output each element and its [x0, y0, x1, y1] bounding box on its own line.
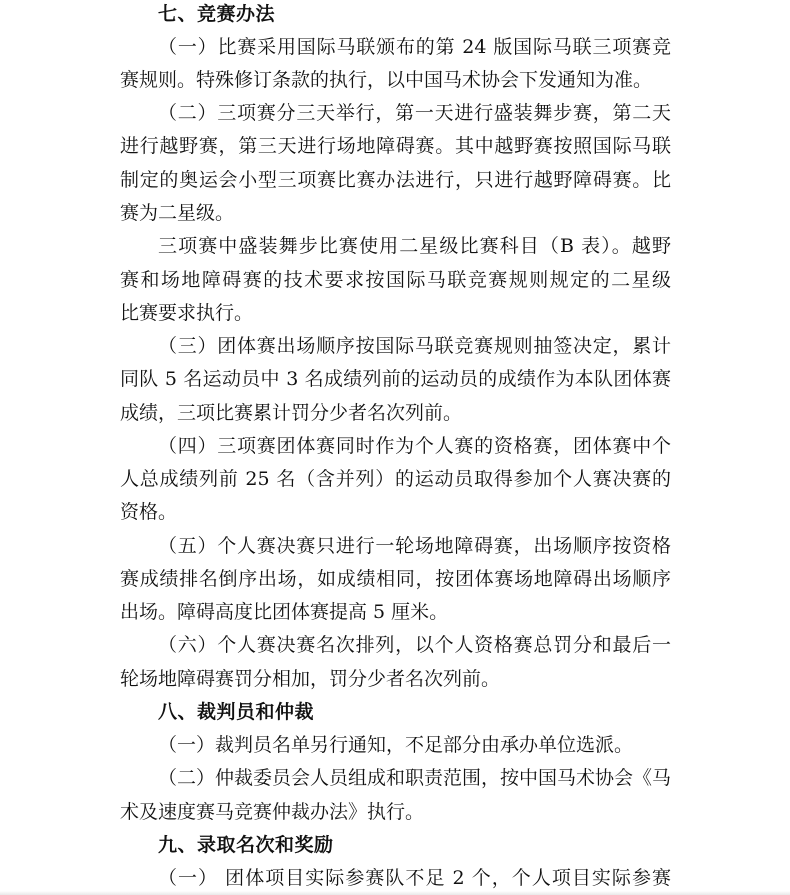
- paragraph-line: 赛和场地障碍赛的技术要求按国际马联竞赛规则规定的二星级: [120, 269, 671, 291]
- paragraph-line: （一） 团体项目实际参赛队不足 2 个，个人项目实际参赛: [158, 867, 671, 889]
- paragraph-line: （二）仲裁委员会人员组成和职责范围，按中国马术协会《马: [158, 767, 672, 789]
- paragraph-line: 人总成绩列前 25 名（含并列）的运动员取得参加个人赛决赛的: [120, 468, 671, 490]
- paragraph-line: 三项赛中盛装舞步比赛使用二星级比赛科目（B 表）。越野: [158, 235, 671, 257]
- paragraph-line: 轮场地障碍赛罚分相加，罚分少者名次列前。: [120, 668, 501, 690]
- paragraph-line: 同队 5 名运动员中 3 名成绩列前的运动员的成绩作为本队团体赛: [120, 368, 671, 390]
- paragraph-line: （五）个人赛决赛只进行一轮场地障碍赛，出场顺序按资格: [158, 535, 671, 557]
- section-heading: 七、竞赛办法: [158, 3, 276, 25]
- section-heading: 九、录取名次和奖励: [158, 834, 334, 856]
- paragraph-line: （二）三项赛分三天举行，第一天进行盛装舞步赛，第二天: [158, 102, 671, 124]
- paragraph-line: 出场。障碍高度比团体赛提高 5 厘米。: [120, 601, 449, 623]
- paragraph-line: 制定的奥运会小型三项赛比赛办法进行，只进行越野障碍赛。比: [120, 169, 671, 191]
- paragraph-line: 比赛要求执行。: [120, 302, 254, 324]
- paragraph-line: 资格。: [120, 501, 178, 523]
- paragraph-line: 赛规则。特殊修订条款的执行，以中国马术协会下发通知为准。: [120, 69, 653, 91]
- section-heading: 八、裁判员和仲裁: [158, 701, 315, 723]
- paragraph-line: 进行越野赛，第三天进行场地障碍赛。其中越野赛按照国际马联: [120, 135, 671, 157]
- paragraph-line: （四）三项赛团体赛同时作为个人赛的资格赛，团体赛中个: [158, 435, 671, 457]
- paragraph-line: 赛为二星级。: [120, 202, 235, 224]
- paragraph-line: （三）团体赛出场顺序按国际马联竞赛规则抽签决定，累计: [158, 335, 671, 357]
- paragraph-line: 术及速度赛马竞赛仲裁办法》执行。: [120, 801, 425, 823]
- page-edge: [0, 891, 790, 895]
- paragraph-line: （一）比赛采用国际马联颁布的第 24 版国际马联三项赛竞: [158, 36, 671, 58]
- paragraph-line: 赛成绩排名倒序出场，如成绩相同，按团体赛场地障碍出场顺序: [120, 568, 671, 590]
- paragraph-line: （一）裁判员名单另行通知，不足部分由承办单位选派。: [158, 734, 634, 756]
- paragraph-line: （六）个人赛决赛名次排列，以个人资格赛总罚分和最后一: [158, 634, 671, 656]
- paragraph-line: 成绩，三项比赛累计罚分少者名次列前。: [120, 402, 463, 424]
